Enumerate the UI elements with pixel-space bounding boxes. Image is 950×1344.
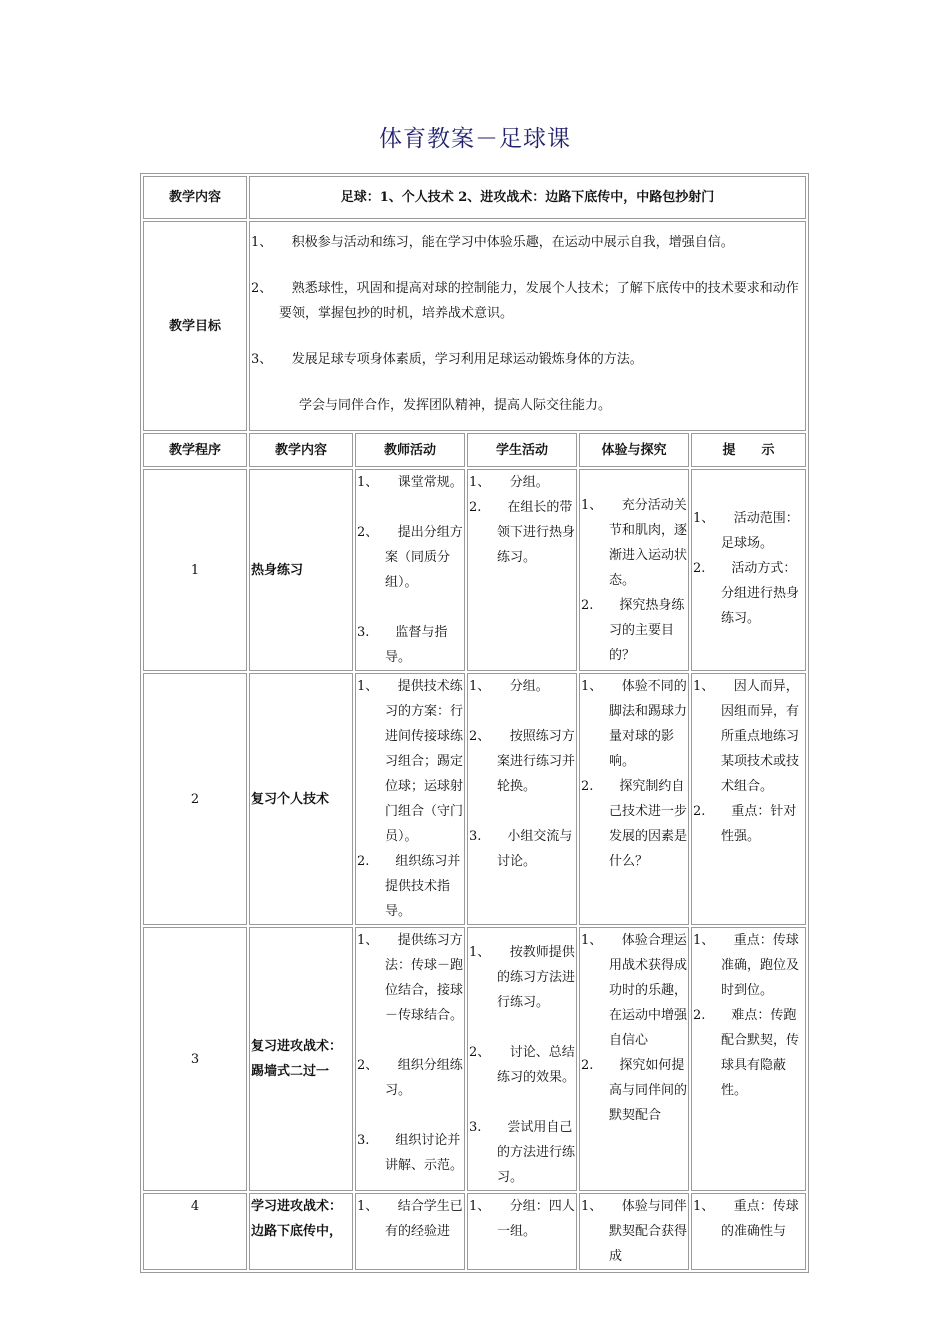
objectives-row: [143, 221, 806, 431]
header-procedure: 教学程序: [143, 433, 247, 467]
student-item: 2. 在组长的带领下进行热身练习。: [469, 500, 576, 565]
tips-item: 1、 因人而异，因组而异，有所重点地练习某项技术或技术组合。: [693, 679, 800, 794]
step-number: 1: [143, 469, 247, 671]
teacher-activity: [355, 469, 465, 671]
student-activity: [467, 673, 577, 925]
lesson-plan-table: [140, 173, 809, 1273]
teacher-item: 2. 组织练习并提供技术指导。: [357, 854, 461, 919]
student-item: 1、 分组。: [469, 475, 549, 490]
teacher-item: 1、 提供练习方法：传球－跑位结合，接球－传球结合。: [357, 933, 464, 1023]
header-content: 教学内容: [249, 433, 353, 467]
objectives-label: 教学目标: [143, 221, 247, 431]
step-number: 2: [143, 673, 247, 925]
table-row: [143, 1193, 806, 1270]
tips-item: 1、 重点：传球的准确性与: [693, 1199, 799, 1239]
explore-item: 1、 体验合理运用战术获得成功时的乐趣，在运动中增强自信心: [581, 933, 688, 1048]
teacher-activity: [355, 1193, 465, 1270]
teacher-item: 1、 结合学生已有的经验进: [357, 1199, 463, 1239]
step-number: 3: [143, 927, 247, 1191]
tips-item: 2. 活动方式：分组进行热身练习。: [693, 561, 800, 626]
explore-item: 2. 探究如何提高与同伴间的默契配合: [581, 1058, 688, 1123]
content-value: 足球：1、个人技术 2、进攻战术：边路下底传中，中路包抄射门: [249, 176, 806, 219]
table-row: [143, 927, 806, 1191]
step-content: 学习进攻战术：边路下底传中，: [249, 1193, 353, 1270]
student-activity: [467, 927, 577, 1191]
teacher-item: 3. 组织讨论并讲解、示范。: [357, 1133, 464, 1173]
explore-item: 2. 探究热身练习的主要目的？: [581, 598, 685, 663]
objectives-cell: [249, 221, 806, 431]
tips-item: 1、 活动范围：足球场。: [693, 511, 799, 551]
header-row: [143, 433, 806, 467]
tips: [691, 673, 806, 925]
explore-activity: [579, 927, 689, 1191]
explore-activity: [579, 469, 689, 671]
table-row: [143, 469, 806, 671]
teacher-item: 1、 课堂常规。: [357, 475, 463, 490]
teacher-item: 2、 组织分组练习。: [357, 1058, 463, 1098]
teacher-activity: [355, 927, 465, 1191]
student-activity: [467, 469, 577, 671]
teacher-item: 3. 监督与指导。: [357, 625, 448, 665]
page-title: 体育教案－足球课: [379, 126, 571, 152]
tips: [691, 927, 806, 1191]
objective-extra: 学会与同伴合作，发挥团队精神，提高人际交往能力。: [299, 398, 612, 413]
step-number: 4: [143, 1193, 247, 1270]
explore-activity: [579, 1193, 689, 1270]
student-item: 3. 尝试用自己的方法进行练习。: [469, 1120, 576, 1185]
explore-item: 1、 体验不同的脚法和踢球力量对球的影响。: [581, 679, 688, 769]
tips: [691, 469, 806, 671]
explore-item: 1、 体验与同伴默契配合获得成: [581, 1199, 688, 1264]
step-content: 热身练习: [249, 469, 353, 671]
student-item: 1、 分组：四人一组。: [469, 1199, 575, 1239]
tips-item: 2. 难点：传跑配合默契，传球具有隐蔽性。: [693, 1008, 800, 1098]
teacher-item: 2、 提出分组方案（同质分组）。: [357, 525, 463, 590]
table-row: [143, 673, 806, 925]
student-item: 1、 分组。: [469, 679, 549, 694]
objective-item: 2、 熟悉球性，巩固和提高对球的控制能力，发展个人技术；了解下底传中的技术要求和动作要领，掌握包抄的时机，培养战术意识。: [251, 281, 799, 321]
header-explore: 体验与探究: [579, 433, 689, 467]
student-item: 2、 讨论、总结练习的效果。: [469, 1045, 576, 1085]
header-teacher: 教师活动: [355, 433, 465, 467]
objective-item: 3、 发展足球专项身体素质，学习利用足球运动锻炼身体的方法。: [251, 352, 643, 367]
tips: [691, 1193, 806, 1270]
header-tips: 提 示: [691, 433, 806, 467]
student-item: 2、 按照练习方案进行练习并轮换。: [469, 729, 576, 794]
explore-item: 2. 探究制约自己技术进一步发展的因素是什么？: [581, 779, 688, 869]
student-item: 1、 按教师提供的练习方法进行练习。: [469, 945, 576, 1010]
content-row: [143, 176, 806, 219]
step-content: 复习个人技术: [249, 673, 353, 925]
teacher-activity: [355, 673, 465, 925]
student-activity: [467, 1193, 577, 1270]
header-student: 学生活动: [467, 433, 577, 467]
teacher-item: 1、 提供技术练习的方案：行进间传接球练习组合；踢定位球；运球射门组合（守门员）。: [357, 679, 464, 844]
step-content: 复习进攻战术：踢墙式二过一: [249, 927, 353, 1191]
student-item: 3. 小组交流与讨论。: [469, 829, 573, 869]
tips-item: 1、 重点：传球准确，跑位及时到位。: [693, 933, 800, 998]
tips-item: 2. 重点：针对性强。: [693, 804, 797, 844]
explore-activity: [579, 673, 689, 925]
content-label: 教学内容: [143, 176, 247, 219]
explore-item: 1、 充分活动关节和肌肉，逐渐进入运动状态。: [581, 498, 688, 588]
objective-item: 1、 积极参与活动和练习，能在学习中体验乐趣，在运动中展示自我，增强自信。: [251, 235, 734, 250]
